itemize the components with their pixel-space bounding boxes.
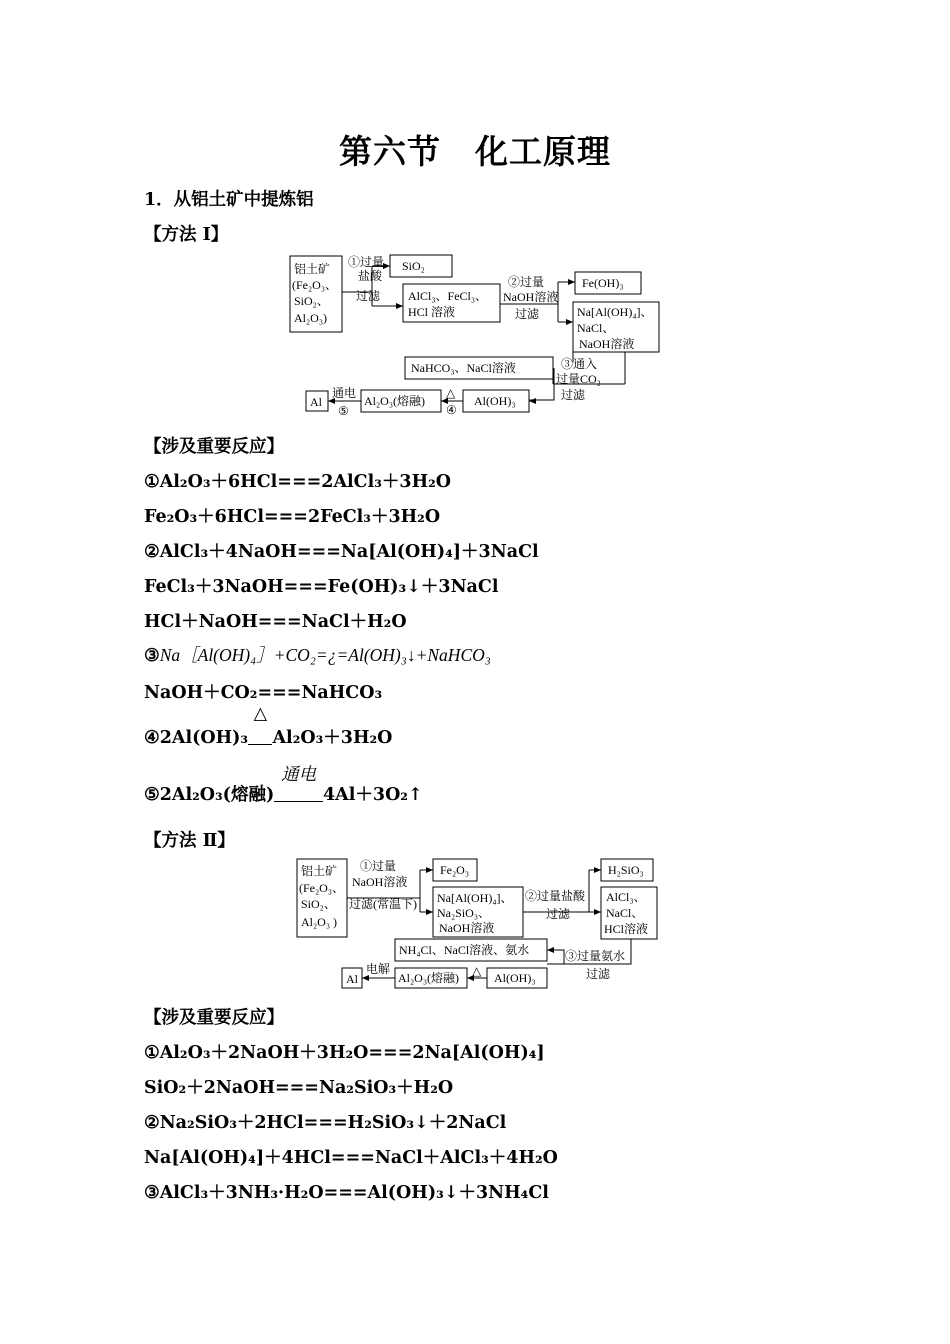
al2o3-label: Al₂O₃(熔融) (364, 394, 426, 408)
svg-text:Al₂O₃): Al₂O₃) (294, 311, 328, 325)
ore-box-1 (292, 261, 337, 325)
reaction-4: ④2Al(OH)₃ △ Al₂O₃＋3H₂O (144, 704, 393, 748)
method-2-label: 【方法 Ⅱ】 (144, 831, 235, 851)
svg-text:过滤(常温下): 过滤(常温下) (349, 897, 417, 911)
feoh3-label: Fe(OH)₃ (582, 276, 624, 290)
reaction-3b: NaOH＋CO₂===NaHCO₃ (144, 683, 383, 703)
svg-text:NaCl、: NaCl、 (577, 321, 615, 335)
svg-text:NaCl、: NaCl、 (606, 906, 644, 920)
svg-text:SiO₂、: SiO₂、 (294, 294, 329, 308)
svg-text:Na₂SiO₃、: Na₂SiO₃、 (437, 906, 491, 920)
reaction-1b: Fe₂O₃＋6HCl===2FeCl₃＋3H₂O (144, 507, 441, 527)
reactions-label-2: 【涉及重要反应】 (144, 1008, 284, 1028)
svg-text:①过量: ①过量 (360, 859, 397, 873)
reaction-ii-2b: Na[Al(OH)₄]＋4HCl===NaCl＋AlCl₃＋4H₂O (144, 1148, 558, 1168)
svg-text:③通入: ③通入 (561, 357, 598, 371)
aloh3-label: Al(OH)₃ (474, 394, 516, 408)
svg-text:铝土矿: 铝土矿 (301, 864, 338, 878)
reaction-3a: ③Na［Al(OH)₄］+CO₂=¿=Al(OH)₃↓+NaHCO₃ (144, 645, 491, 666)
svg-text:SiO₂、: SiO₂、 (301, 897, 336, 911)
svg-text:HCl 溶液: HCl 溶液 (408, 305, 456, 319)
nh4cl-label: NH₄Cl、NaCl溶液、氨水 (399, 943, 530, 957)
flow-diagram-method-1 (286, 252, 666, 418)
svg-text:过滤: 过滤 (356, 289, 381, 303)
svg-text:NaOH溶液: NaOH溶液 (503, 290, 559, 304)
svg-text:②过量盐酸: ②过量盐酸 (525, 889, 586, 903)
reaction-ii-1a: ①Al₂O₃＋2NaOH＋3H₂O===2Na[Al(OH)₄] (144, 1043, 545, 1063)
svg-text:AlCl₃、: AlCl₃、 (606, 890, 646, 904)
svg-text:⑤: ⑤ (338, 404, 349, 418)
nahco3-label: NaHCO₃、NaCl溶液 (411, 361, 516, 375)
al-label-2: Al (346, 972, 358, 986)
ore-box-2 (299, 863, 344, 929)
svg-text:过滤: 过滤 (515, 307, 540, 321)
method-1-label: 【方法 Ⅰ】 (144, 225, 229, 245)
al-label: Al (310, 395, 322, 409)
svg-text:△: △ (446, 386, 456, 400)
svg-text:①过量: ①过量 (348, 255, 385, 269)
reaction-ii-3: ③AlCl₃＋3NH₃·H₂O===Al(OH)₃↓＋3NH₄Cl (144, 1183, 549, 1203)
reaction-3a-formula: Na［Al(OH)₄］+CO₂=¿=Al(OH)₃↓+NaHCO₃ (159, 645, 491, 665)
reaction-2b: FeCl₃＋3NaOH===Fe(OH)₃↓＋3NaCl (144, 577, 499, 597)
al2o3-label-2: Al₂O₃(熔融) (398, 971, 460, 985)
reaction-5: ⑤2Al₂O₃(熔融) 通电 4Al＋3O₂↑ (144, 764, 423, 805)
svg-text:Na[Al(OH)₄]、: Na[Al(OH)₄]、 (577, 305, 653, 319)
section-heading: 1．从铝土矿中提炼铝 (144, 190, 314, 210)
svg-text:(Fe₂O₃、: (Fe₂O₃、 (292, 278, 338, 292)
fe2o3-label: Fe₂O₃ (440, 863, 470, 877)
page-title: 第六节 化工原理 (339, 132, 611, 171)
reaction-ii-2a: ②Na₂SiO₃＋2HCl===H₂SiO₃↓＋2NaCl (144, 1113, 507, 1133)
svg-text:△: △ (472, 964, 482, 978)
svg-text:④: ④ (446, 403, 457, 417)
reaction-ii-1b: SiO₂＋2NaOH===Na₂SiO₃＋H₂O (144, 1078, 454, 1098)
svg-text:过滤: 过滤 (561, 388, 586, 402)
svg-text:过量CO₂: 过量CO₂ (556, 372, 601, 386)
svg-text:HCl溶液: HCl溶液 (604, 922, 649, 936)
svg-text:(Fe₂O₃、: (Fe₂O₃、 (299, 881, 345, 895)
svg-text:Al₂O₃ ): Al₂O₃ ) (301, 915, 338, 929)
svg-text:铝土矿: 铝土矿 (294, 262, 331, 276)
h2sio3-label: H₂SiO₃ (608, 863, 644, 877)
reaction-2a: ②AlCl₃＋4NaOH===Na[Al(OH)₄]＋3NaCl (144, 542, 539, 562)
svg-text:过滤: 过滤 (586, 967, 611, 981)
reaction-2c: HCl＋NaOH===NaCl＋H₂O (144, 612, 407, 632)
svg-text:盐酸: 盐酸 (358, 269, 383, 283)
svg-text:NaOH溶液: NaOH溶液 (579, 337, 635, 351)
svg-text:通电: 通电 (332, 386, 357, 400)
svg-text:NaOH溶液: NaOH溶液 (352, 875, 408, 889)
aloh3-label-2: Al(OH)₃ (494, 971, 536, 985)
reactions-label-1: 【涉及重要反应】 (144, 437, 284, 457)
svg-text:电解: 电解 (366, 962, 391, 976)
svg-text:NaOH溶液: NaOH溶液 (439, 921, 495, 935)
sio2-label: SiO₂ (402, 259, 425, 273)
svg-text:③过量氨水: ③过量氨水 (565, 949, 626, 963)
reaction-1a: ①Al₂O₃＋6HCl===2AlCl₃＋3H₂O (144, 472, 452, 492)
svg-text:AlCl₃、FeCl₃、: AlCl₃、FeCl₃、 (408, 289, 488, 303)
svg-text:过滤: 过滤 (546, 907, 571, 921)
svg-text:②过量: ②过量 (508, 275, 545, 289)
svg-text:Na[Al(OH)₄]、: Na[Al(OH)₄]、 (437, 891, 513, 905)
flow-diagram-method-2 (292, 856, 664, 992)
